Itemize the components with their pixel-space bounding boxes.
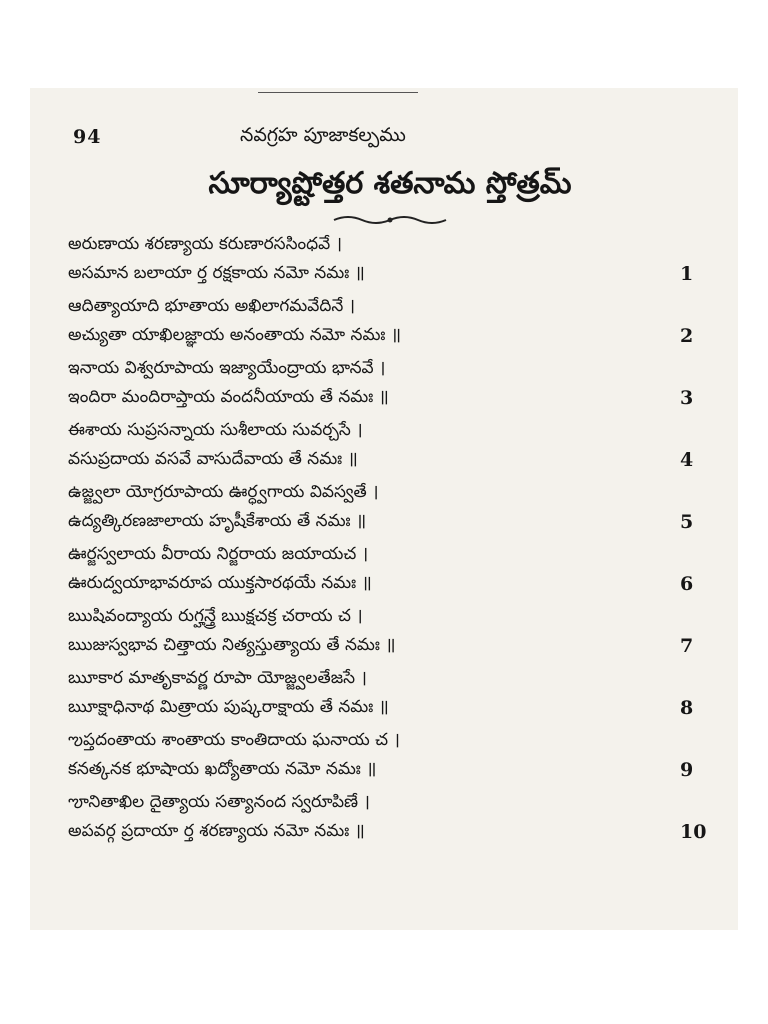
- verse: [68, 664, 694, 726]
- verse: [68, 354, 694, 416]
- verse-line: ఉద్యత్కిరణజాలాయ హృషీకేశాయ తే నమః ॥: [68, 511, 367, 531]
- verse-line: ఌప్తదంతాయ శాంతాయ కాంతిదాయ ఘనాయ చ ।: [68, 730, 400, 750]
- verse-number: 6: [680, 573, 694, 595]
- verse: [68, 540, 694, 602]
- verse-line: అసమాన బలాయా ర్త రక్షకాయ నమో నమః ॥: [68, 263, 365, 283]
- verse-line: అచ్యుతా యాఖిలజ్ఞాయ అనంతాయ నమో నమః ॥: [68, 325, 402, 345]
- verse-line: ౡనితాఖిల దైత్యాయ సత్యానంద స్వరూపిణే ।: [68, 792, 370, 812]
- title-ornament: [330, 210, 450, 230]
- verse-line: ఊరుద్వయాభావరూప యుక్తసారథయే నమః ॥: [68, 573, 372, 593]
- verse-line: ౠకార మాతృకావర్ణ రూపా యోజ్జ్వలతేజసే ।: [68, 668, 367, 688]
- verse-line: అరుణాయ శరణ్యాయ కరుణారససింధవే ।: [68, 234, 343, 254]
- verse-line: ఉజ్జ్వలా యోగ్రరూపాయ ఊర్ధ్వగాయ వివస్వతే ।: [68, 482, 379, 502]
- verse-line: ఈశాయ సుప్రసన్నాయ సుశీలాయ సువర్చసే ।: [68, 420, 363, 440]
- verse: [68, 478, 694, 540]
- verse-line: ఊర్జస్వలాయ వీరాయ నిర్జరాయ జయాయచ ।: [68, 544, 369, 564]
- verse: [68, 726, 694, 788]
- verse: [68, 416, 694, 478]
- top-rule: [258, 92, 418, 93]
- verse-number: 9: [680, 759, 694, 781]
- verse-number: 4: [680, 449, 694, 471]
- verse-number: 1: [680, 263, 694, 285]
- verse-number: 10: [680, 821, 707, 843]
- verse-line: కనత్కనక భూషాయ ఖద్యోతాయ నమో నమః ॥: [68, 759, 377, 779]
- verse: [68, 292, 694, 354]
- page-title: సూర్యాష్టోత్తర శతనామ స్తోత్రమ్: [208, 166, 572, 201]
- running-head: నవగ్రహ పూజాకల్పము: [240, 124, 406, 146]
- verse-list: [68, 230, 707, 850]
- verse: [68, 230, 694, 292]
- verse: [68, 788, 707, 850]
- verse-line: ఆదిత్యాయాది భూతాయ అఖిలాగమవేదినే ।: [68, 296, 356, 316]
- verse-number: 2: [680, 325, 694, 347]
- verse-line: ఋజుస్వభావ చిత్తాయ నిత్యస్తుత్యాయ తే నమః ॥: [68, 635, 396, 655]
- verse-number: 7: [680, 635, 694, 657]
- verse-line: ౠక్షాధినాథ మిత్రాయ పుష్కరాక్షాయ తే నమః ॥: [68, 697, 389, 717]
- page-number: 94: [73, 126, 102, 148]
- verse-line: ఇందిరా మందిరాప్తాయ వందనీయాయ తే నమః ॥: [68, 387, 389, 407]
- verse-number: 3: [680, 387, 694, 409]
- verse: [68, 602, 694, 664]
- verse-line: ఋషివంద్యాయ రుగ్హన్త్రే ఋక్షచక్ర చరాయ చ ।: [68, 606, 363, 626]
- verse-number: 5: [680, 511, 694, 533]
- verse-line: ఇనాయ విశ్వరూపాయ ఇజ్యాయేంద్రాయ భానవే ।: [68, 358, 386, 378]
- verse-line: అపవర్గ ప్రదాయా ర్త శరణ్యాయ నమో నమః ॥: [68, 821, 365, 841]
- verse-line: వసుప్రదాయ వసవే వాసుదేవాయ తే నమః ॥: [68, 449, 358, 469]
- verse-number: 8: [680, 697, 694, 719]
